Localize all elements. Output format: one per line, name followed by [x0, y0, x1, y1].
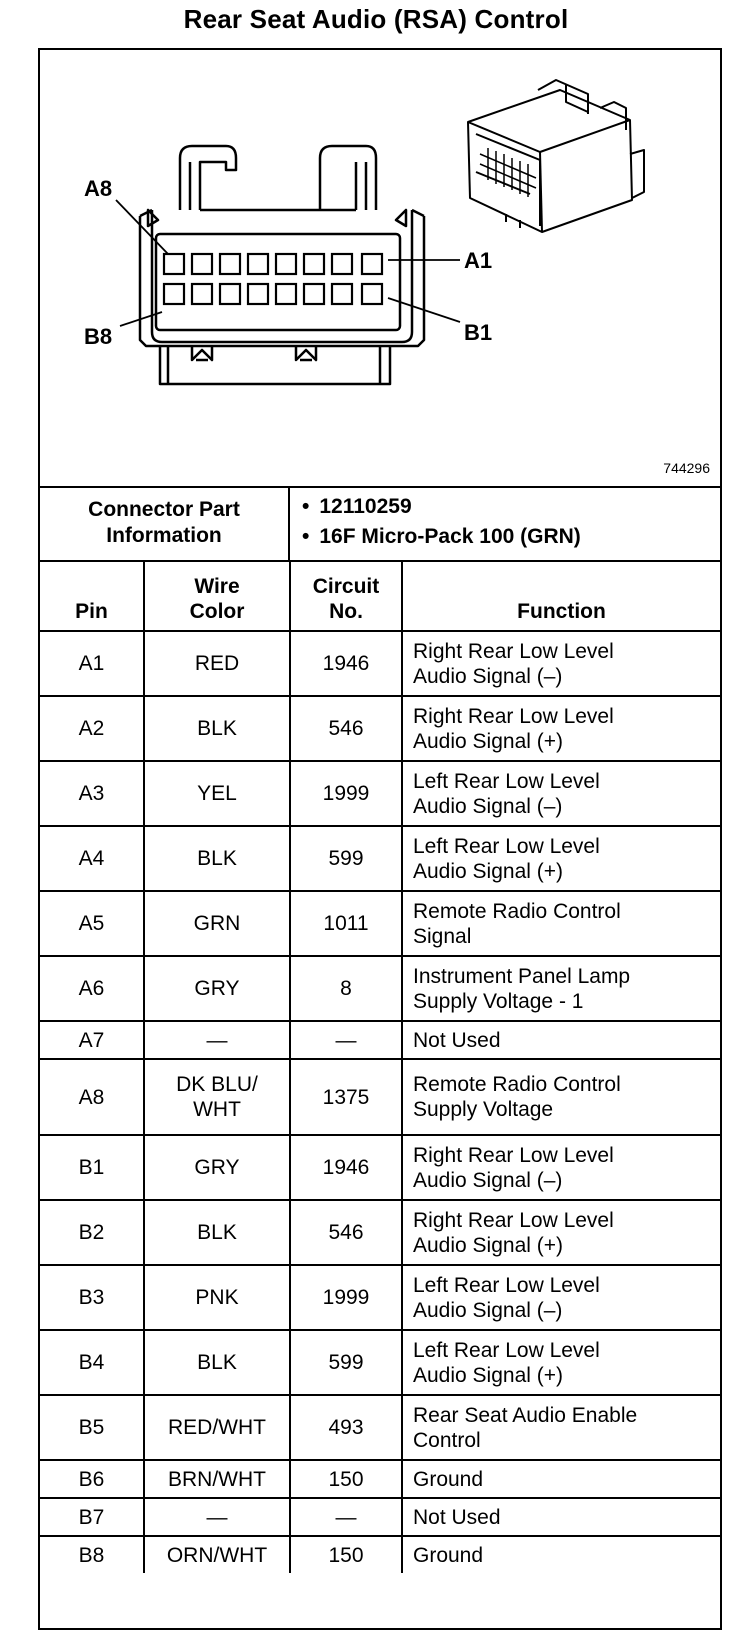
function-cell — [402, 761, 720, 826]
circuit-cell: — — [290, 1021, 402, 1059]
wire-color-cell-line: GRY — [194, 1156, 240, 1179]
pin-row-a4 — [40, 826, 720, 891]
pin-a3-cavity — [304, 254, 324, 274]
wire-color-cell-line: BLK — [197, 1221, 237, 1244]
pin-row-b5 — [40, 1395, 720, 1460]
function-cell — [402, 956, 720, 1021]
function-cell — [402, 631, 720, 696]
circuit-cell: 1999 — [290, 1265, 402, 1330]
connector-diagram — [40, 50, 720, 488]
function-cell-line: Supply Voltage - 1 — [413, 989, 584, 1013]
wire-color-cell — [144, 1330, 290, 1395]
function-cell-line: Remote Radio Control — [413, 1073, 621, 1096]
wire-color-cell — [144, 891, 290, 956]
wire-color-cell — [144, 696, 290, 761]
wire-color-cell — [144, 1265, 290, 1330]
function-cell — [402, 1460, 720, 1498]
header-circuit-no: Circuit No. — [290, 560, 402, 631]
wire-color-cell — [144, 631, 290, 696]
pin-table-header — [40, 560, 720, 631]
wire-color-cell-line: PNK — [195, 1286, 239, 1309]
wire-color-cell-line: BLK — [197, 717, 237, 740]
part-description: • 16F Micro-Pack 100 (GRN) — [302, 522, 581, 552]
wire-color-cell-line: DK BLU/ — [176, 1073, 258, 1096]
header-function: Function — [402, 560, 720, 631]
pin-cell: B8 — [40, 1536, 144, 1573]
wire-color-cell-line: RED/WHT — [168, 1416, 266, 1439]
function-cell-line: Audio Signal (–) — [413, 1168, 563, 1192]
pin-row-a5 — [40, 891, 720, 956]
part-label-line2: Information — [106, 524, 222, 547]
pin-a4-cavity — [276, 254, 296, 274]
pin-row-a6 — [40, 956, 720, 1021]
function-cell — [402, 1395, 720, 1460]
function-cell — [402, 1265, 720, 1330]
pin-row-b1 — [40, 1135, 720, 1200]
function-cell — [402, 1498, 720, 1536]
pin-a2-cavity — [332, 254, 352, 274]
circuit-cell: 8 — [290, 956, 402, 1021]
connector-sheet — [38, 48, 722, 1630]
connector-part-label — [40, 486, 290, 560]
function-cell-line: Not Used — [413, 1505, 501, 1529]
circuit-cell: 493 — [290, 1395, 402, 1460]
figure-id: 744296 — [663, 460, 710, 476]
pin-cell: B1 — [40, 1135, 144, 1200]
function-cell-line: Audio Signal (–) — [413, 1298, 563, 1322]
wire-color-cell — [144, 956, 290, 1021]
pin-cell: A7 — [40, 1021, 144, 1059]
wire-color-cell-line: — — [206, 1028, 228, 1052]
pin-b7-cavity — [192, 284, 212, 304]
pin-row-b6 — [40, 1460, 720, 1498]
circuit-cell: 1999 — [290, 761, 402, 826]
circuit-cell: 150 — [290, 1460, 402, 1498]
wire-color-cell-line: GRN — [193, 912, 241, 935]
pin-cell: A5 — [40, 891, 144, 956]
function-cell-line: Not Used — [413, 1028, 501, 1052]
function-cell-line: Audio Signal (+) — [413, 1233, 564, 1257]
wire-color-cell-line: GRY — [194, 977, 240, 1000]
pin-cell: B6 — [40, 1460, 144, 1498]
pin-cell: A1 — [40, 631, 144, 696]
pin-row-b — [164, 284, 382, 304]
wire-color-cell-line: BRN/WHT — [168, 1467, 266, 1491]
pin-a6-cavity — [220, 254, 240, 274]
pin-cell: B2 — [40, 1200, 144, 1265]
wire-color-cell-line: — — [206, 1505, 228, 1529]
circuit-cell: 599 — [290, 826, 402, 891]
function-cell-line: Control — [413, 1428, 481, 1452]
function-cell-line: Right Rear Low Level — [413, 639, 614, 663]
left-latch — [180, 146, 236, 210]
pin-cell: A2 — [40, 696, 144, 761]
pin-row-b3 — [40, 1265, 720, 1330]
function-cell — [402, 1135, 720, 1200]
circuit-cell: 599 — [290, 1330, 402, 1395]
connector-isometric-view — [468, 80, 644, 232]
header-wire-color: Wire Color — [144, 560, 290, 631]
wire-color-cell-line: BLK — [197, 1351, 237, 1374]
function-cell — [402, 1536, 720, 1573]
pin-row-a8 — [40, 1059, 720, 1135]
pin-cell: A3 — [40, 761, 144, 826]
pin-row-b4 — [40, 1330, 720, 1395]
pin-row-a7 — [40, 1021, 720, 1059]
function-cell-line: Signal — [413, 924, 472, 948]
wire-color-cell — [144, 1395, 290, 1460]
pin-cell: A4 — [40, 826, 144, 891]
wire-color-cell — [144, 1135, 290, 1200]
wire-color-cell-line: ORN/WHT — [166, 1543, 268, 1567]
circuit-cell: — — [290, 1498, 402, 1536]
pin-cell: B5 — [40, 1395, 144, 1460]
wire-color-cell — [144, 1536, 290, 1573]
circuit-cell: 150 — [290, 1536, 402, 1573]
function-cell-line: Audio Signal (–) — [413, 794, 563, 818]
pin-b1-cavity — [362, 284, 382, 304]
function-cell — [402, 1330, 720, 1395]
pin-b4-cavity — [276, 284, 296, 304]
connector-part-info — [40, 486, 720, 562]
pin-b3-cavity — [304, 284, 324, 304]
wire-color-cell-line: BLK — [197, 847, 237, 870]
label-a1: A1 — [464, 248, 493, 273]
pin-cell: B4 — [40, 1330, 144, 1395]
circuit-cell: 546 — [290, 696, 402, 761]
function-cell-line: Remote Radio Control — [413, 899, 621, 923]
function-cell-line: Left Rear Low Level — [413, 769, 600, 793]
header-pin: Pin — [40, 560, 144, 631]
function-cell — [402, 1059, 720, 1135]
wire-color-cell — [144, 761, 290, 826]
function-cell-line: Ground — [413, 1467, 484, 1491]
leader-a8 — [116, 200, 168, 254]
circuit-cell: 1946 — [290, 631, 402, 696]
wire-color-cell-line: YEL — [197, 782, 237, 805]
function-cell-line: Audio Signal (+) — [413, 729, 564, 753]
part-label-line1: Connector Part — [88, 498, 240, 521]
pin-a1-cavity — [362, 254, 382, 274]
pin-a5-cavity — [248, 254, 268, 274]
label-a8: A8 — [84, 176, 113, 201]
label-b8: B8 — [84, 324, 113, 349]
function-cell-line: Right Rear Low Level — [413, 1143, 614, 1167]
function-cell-line: Left Rear Low Level — [413, 834, 600, 858]
pin-cell: B3 — [40, 1265, 144, 1330]
pin-b2-cavity — [332, 284, 352, 304]
wire-color-cell — [144, 1498, 290, 1536]
page-title: Rear Seat Audio (RSA) Control — [183, 4, 569, 34]
pin-row-a2 — [40, 696, 720, 761]
function-cell — [402, 891, 720, 956]
function-cell-line: Audio Signal (+) — [413, 1363, 564, 1387]
circuit-cell: 1011 — [290, 891, 402, 956]
function-cell-line: Audio Signal (–) — [413, 664, 563, 688]
pin-a8-cavity — [164, 254, 184, 274]
function-cell-line: Instrument Panel Lamp — [413, 964, 631, 988]
function-cell — [402, 1021, 720, 1059]
wire-color-cell — [144, 1021, 290, 1059]
pin-a7-cavity — [192, 254, 212, 274]
pin-row-b8 — [40, 1536, 720, 1573]
function-cell-line: Right Rear Low Level — [413, 704, 614, 728]
pin-row-a — [164, 254, 382, 274]
pin-cell: A6 — [40, 956, 144, 1021]
function-cell-line: Left Rear Low Level — [413, 1338, 600, 1362]
function-cell-line: Rear Seat Audio Enable — [413, 1403, 638, 1427]
circuit-cell: 1375 — [290, 1059, 402, 1135]
circuit-cell: 1946 — [290, 1135, 402, 1200]
pin-b5-cavity — [248, 284, 268, 304]
label-b1: B1 — [464, 320, 493, 345]
wire-color-cell — [144, 1460, 290, 1498]
circuit-cell: 546 — [290, 1200, 402, 1265]
pin-table — [40, 560, 720, 1573]
wire-color-cell-line: WHT — [193, 1098, 241, 1121]
pin-row-a1 — [40, 631, 720, 696]
pin-row-b2 — [40, 1200, 720, 1265]
function-cell-line: Left Rear Low Level — [413, 1273, 600, 1297]
function-cell-line: Audio Signal (+) — [413, 859, 564, 883]
pin-cell: B7 — [40, 1498, 144, 1536]
pin-row-a3 — [40, 761, 720, 826]
part-numbers — [302, 492, 581, 552]
function-cell — [402, 696, 720, 761]
function-cell-line: Right Rear Low Level — [413, 1208, 614, 1232]
pin-cell: A8 — [40, 1059, 144, 1135]
key-right — [296, 346, 316, 360]
connector-face-drawing — [40, 50, 720, 486]
connector-skirt — [160, 346, 390, 384]
wire-color-cell-line: RED — [194, 652, 240, 675]
function-cell-line: Supply Voltage — [413, 1098, 554, 1121]
wire-color-cell — [144, 826, 290, 891]
pin-row-b7 — [40, 1498, 720, 1536]
function-cell-line: Ground — [413, 1543, 484, 1567]
pin-b6-cavity — [220, 284, 240, 304]
function-cell — [402, 1200, 720, 1265]
key-left — [192, 346, 212, 360]
wire-color-cell — [144, 1200, 290, 1265]
right-latch — [320, 146, 376, 210]
pin-b8-cavity — [164, 284, 184, 304]
connector-outline — [152, 210, 412, 342]
part-number: • 12110259 — [302, 492, 581, 522]
function-cell — [402, 826, 720, 891]
wire-color-cell — [144, 1059, 290, 1135]
